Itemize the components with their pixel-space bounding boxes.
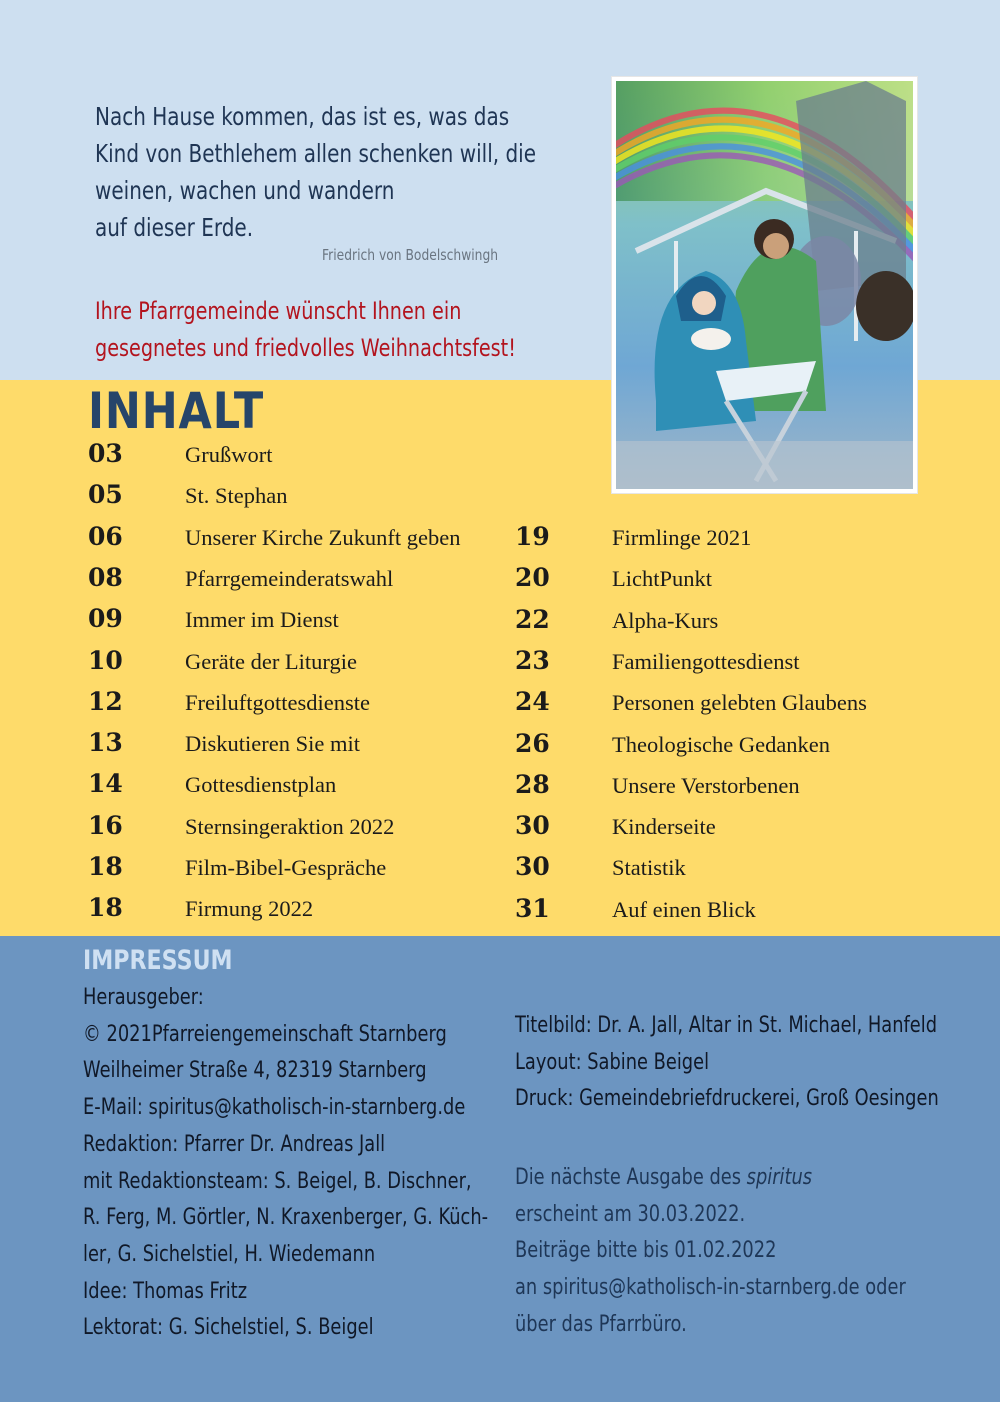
impressum-line: ler, G. Sichelstiel, H. Wiedemann bbox=[83, 1241, 376, 1267]
impressum-line: Idee: Thomas Fritz bbox=[83, 1278, 248, 1304]
contents-page-number: 23 bbox=[515, 645, 550, 675]
contents-heading: INHALT bbox=[88, 382, 265, 440]
contents-page-number: 19 bbox=[515, 522, 550, 551]
magazine-name: spiritus bbox=[746, 1165, 813, 1190]
contents-title: St. Stephan bbox=[185, 483, 288, 509]
impressum-line: mit Redaktionsteam: S. Beigel, B. Dischner, bbox=[83, 1168, 472, 1194]
contents-title: Firmung 2022 bbox=[185, 896, 314, 922]
next-issue-line: Beiträge bitte bis 01.02.2022 bbox=[515, 1238, 777, 1264]
quote-line: weinen, wachen und wandern bbox=[95, 176, 395, 205]
next-issue-note bbox=[515, 1160, 997, 1344]
contents-page-number: 18 bbox=[88, 893, 123, 923]
christmas-greeting bbox=[95, 293, 621, 367]
contents-title: Familiengottesdienst bbox=[612, 648, 800, 674]
greeting-line: gesegnetes und friedvolles Weihnachtsfest! bbox=[95, 334, 516, 362]
contents-title: Gottesdienstplan bbox=[185, 772, 337, 798]
contents-title: Kinderseite bbox=[612, 814, 716, 840]
contents-title: Alpha-Kurs bbox=[612, 607, 719, 633]
next-issue-email[interactable]: an spiritus@katholisch-in-starnberg.de oder bbox=[515, 1275, 906, 1301]
contents-title: Geräte der Liturgie bbox=[185, 648, 358, 674]
contents-page-number: 26 bbox=[515, 728, 550, 758]
impressum-line: Weilheimer Straße 4, 82319 Starnberg bbox=[83, 1058, 427, 1084]
quote-block bbox=[95, 98, 537, 246]
contents-page-number: 28 bbox=[515, 769, 550, 799]
contents-title: Sternsingeraktion 2022 bbox=[185, 813, 395, 839]
contents-page-number: 31 bbox=[515, 893, 550, 923]
contents-page-number: 30 bbox=[515, 852, 550, 882]
next-issue-line bbox=[515, 1160, 906, 1197]
quote-line: Nach Hause kommen, das ist es, was das bbox=[95, 102, 510, 131]
contents-title: Unsere Verstorbenen bbox=[612, 772, 800, 798]
impressum-line: R. Ferg, M. Görtler, N. Kraxenberger, G. Küch- bbox=[83, 1205, 489, 1231]
contents-title: LichtPunkt bbox=[612, 566, 712, 592]
contents-page-number: 30 bbox=[515, 811, 550, 841]
contents-page-number: 14 bbox=[88, 769, 123, 799]
impressum-line: Herausgeber: bbox=[83, 985, 204, 1010]
impressum-line: © 2021Pfarreiengemeinschaft Starnberg bbox=[83, 1021, 447, 1047]
contents-title: Unserer Kirche Zukunft geben bbox=[185, 524, 461, 550]
contents-title: Immer im Dienst bbox=[185, 607, 339, 633]
contents-title: Statistik bbox=[612, 855, 686, 881]
contents-page-number: 09 bbox=[88, 604, 123, 634]
contents-title: Diskutieren Sie mit bbox=[185, 731, 360, 757]
quote-line: Kind von Bethlehem allen schenken will, die bbox=[95, 139, 537, 168]
contents-title: Firmlinge 2021 bbox=[612, 525, 752, 550]
quote-author: Friedrich von Bodelschwingh bbox=[322, 246, 499, 264]
next-issue-line: über das Pfarrbüro. bbox=[515, 1311, 687, 1337]
contents-page-number: 08 bbox=[88, 562, 123, 592]
contents-page-number: 03 bbox=[88, 439, 123, 468]
impressum-left-column bbox=[83, 980, 583, 1347]
greeting-line: Ihre Pfarrgemeinde wünscht Ihnen ein bbox=[95, 297, 462, 325]
impressum-line: Titelbild: Dr. A. Jall, Altar in St. Michael, Hanfeld bbox=[515, 1013, 938, 1038]
contents-page-number: 22 bbox=[515, 604, 550, 634]
next-issue-line: erscheint am 30.03.2022. bbox=[515, 1201, 746, 1227]
contents-title: Auf einen Blick bbox=[612, 896, 756, 922]
nativity-painting-image bbox=[616, 81, 913, 489]
contents-title: Personen gelebten Glaubens bbox=[612, 690, 867, 716]
impressum-line: Layout: Sabine Beigel bbox=[515, 1049, 710, 1075]
contents-title: Pfarrgemeinderatswahl bbox=[185, 565, 394, 591]
contents-page-number: 06 bbox=[88, 521, 123, 551]
nativity-painting bbox=[612, 77, 917, 493]
impressum-line: Lektorat: G. Sichelstiel, S. Beigel bbox=[83, 1315, 374, 1341]
contents-page-number: 24 bbox=[515, 687, 550, 717]
impressum-line: Druck: Gemeindebriefdruckerei, Groß Oesingen bbox=[515, 1086, 939, 1112]
impressum-right-column bbox=[515, 1008, 1000, 1118]
contents-title: Freiluftgottesdienste bbox=[185, 689, 370, 715]
contents-page-number: 05 bbox=[88, 480, 123, 510]
contents-page-number: 12 bbox=[88, 686, 123, 716]
contents-page-number: 20 bbox=[515, 563, 550, 593]
contents-page-number: 13 bbox=[88, 728, 123, 758]
contents-page-number: 16 bbox=[88, 810, 123, 840]
contents-page-number: 10 bbox=[88, 645, 123, 675]
impressum-email[interactable]: E-Mail: spiritus@katholisch-in-starnberg.de bbox=[83, 1095, 466, 1121]
contents-title: Grußwort bbox=[185, 442, 273, 467]
impressum-heading: IMPRESSUM bbox=[83, 945, 233, 976]
next-issue-prefix: Die nächste Ausgabe des bbox=[515, 1165, 747, 1190]
contents-title: Film-Bibel-Gespräche bbox=[185, 855, 387, 880]
contents-page-number: 18 bbox=[88, 852, 123, 881]
contents-title: Theologische Gedanken bbox=[612, 731, 831, 757]
impressum-line: Redaktion: Pfarrer Dr. Andreas Jall bbox=[83, 1131, 386, 1157]
quote-line: auf dieser Erde. bbox=[95, 213, 254, 242]
